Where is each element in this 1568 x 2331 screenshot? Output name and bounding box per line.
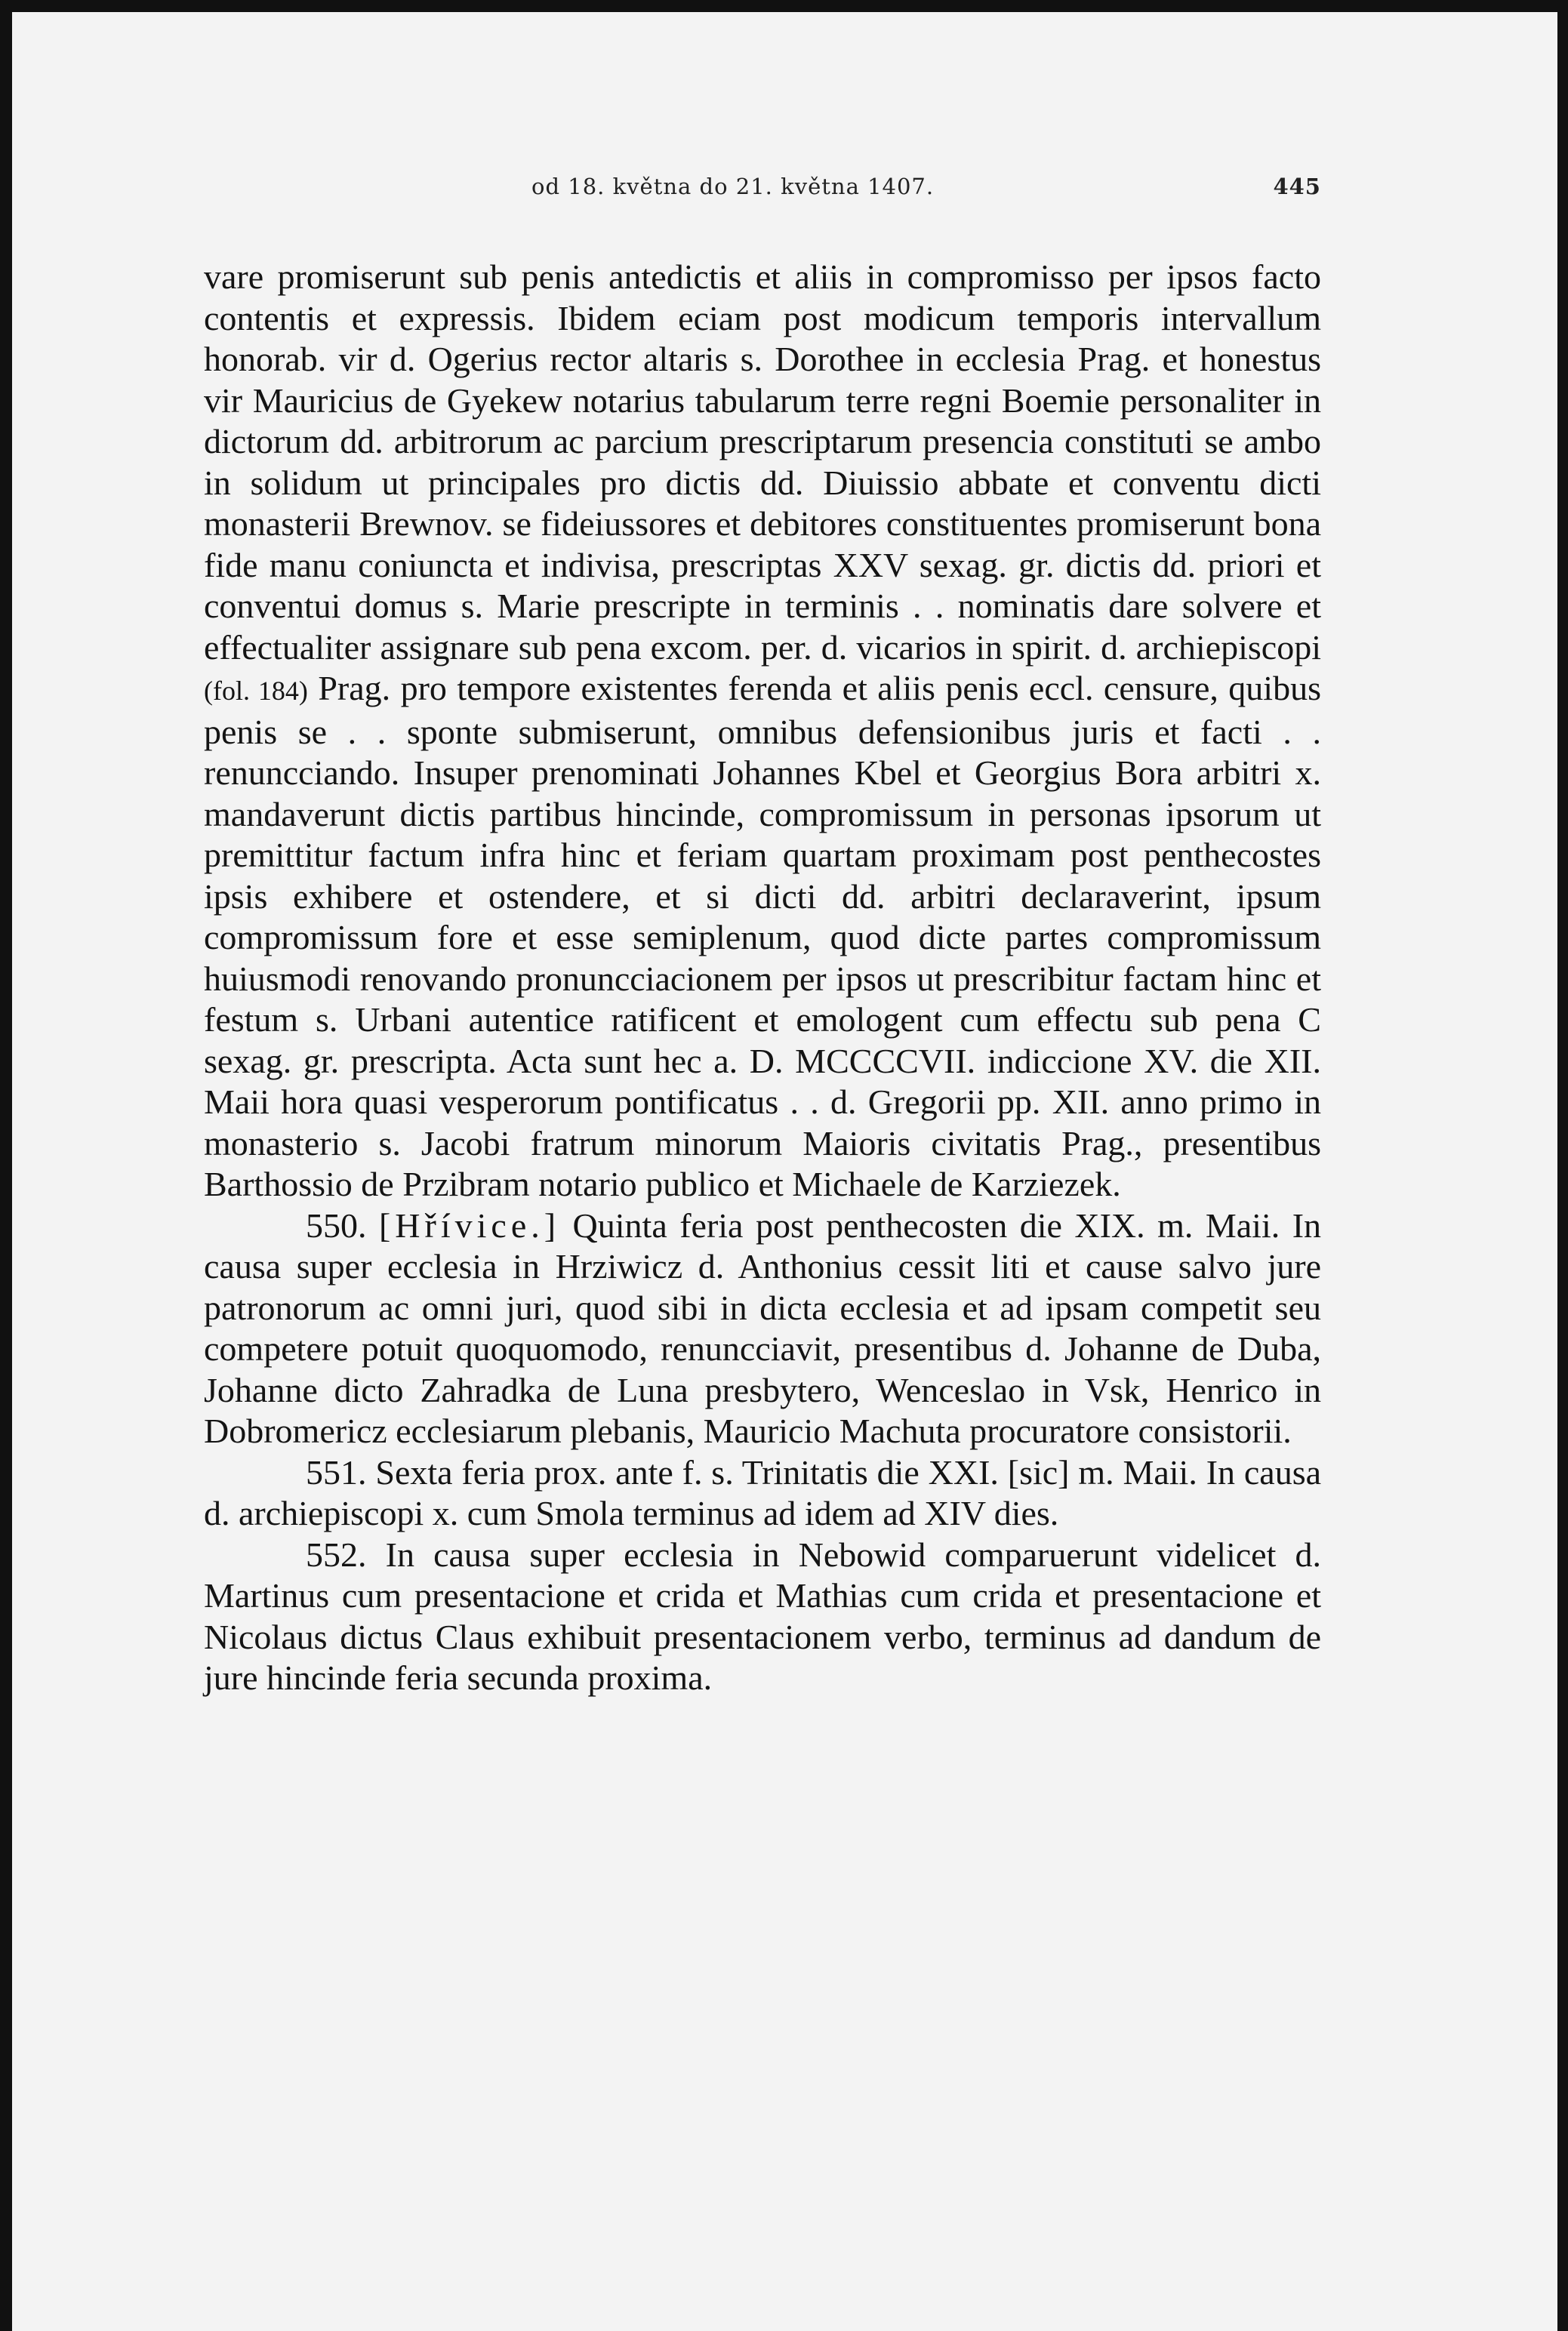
entry-text: Sexta feria prox. ante f. s. Trinitatis die XXI. [sic] m. Maii. In causa d. archiepiscopi x. cum Smola terminus ad idem ad XIV dies. [204, 1452, 1322, 1532]
entry-550 [204, 1206, 1321, 1452]
body-text [204, 257, 1321, 1699]
scan-border-right [1557, 0, 1568, 2331]
paragraph-text: vare promiserunt sub penis antedictis et aliis in compromisso per ipsos facto contentis et expressis. Ibidem eciam post modicum temporis intervallum honorab. vir d. Ogerius rector altaris s. Dorothee in ecclesia Prag. et honestus vir Mauricius de Gyekew notarius tabularum terre regni Boemie personaliter in dictorum dd. arbitrorum ac parcium prescriptarum presencia constituti se ambo in solidum ut principales pro dictis dd. Diuissio abbate et conventu dicti monasterii Brewnov. se fideiussores et debitores constituentes promiserunt bona fide manu coniuncta et indivisa, prescriptas XXV sexag. gr. dictis dd. priori et conventui domus s. Marie prescripte in terminis . . nominatis dare solvere et effectualiter assignare sub pena excom. per. d. vicarios in spirit. d. archiepiscopi [204, 257, 1321, 667]
entry-number: 552. [306, 1535, 367, 1574]
entry-551 [204, 1452, 1321, 1535]
entry-number: 550. [306, 1206, 367, 1245]
paragraph-continuation [204, 257, 1321, 1206]
folio-marker: (fol. 184) [204, 676, 308, 706]
scan-border-top [0, 0, 1568, 12]
running-title: od 18. května do 21. května 1407. [531, 174, 935, 199]
entry-number: 551. [306, 1452, 367, 1492]
page-header [204, 174, 1329, 207]
entry-place: [Hřívice.] [378, 1206, 561, 1245]
entry-text: In causa super ecclesia in Nebowid comparuerunt videlicet d. Martinus cum presentacione et crida et Mathias cum crida et presentacione et Nicolaus dictus Claus exhibuit presentacionem verbo, terminus ad dandum de jure hincinde feria secunda proxima. [204, 1535, 1321, 1697]
paragraph-text: Prag. pro tempore existentes ferenda et aliis penis eccl. censure, quibus penis se . . sponte submiserunt, omnibus defensionibus juris et facti . . renuncciando. Insuper prenominati Johannes Kbel et Georgius Bora arbitri x. mandaverunt dictis partibus hincinde, compromissum in personas ipsorum ut premittitur factum infra hinc et feriam quartam proximam post penthecostes ipsis exhibere et ostendere, et si dicti dd. arbitri declaraverint, ipsum compromissum fore et esse semiplenum, quod dicte partes compromissum huiusmodi renovando pronuncciacionem per ipsos ut prescribitur factam hinc et festum s. Urbani autentice ratificent et emologent cum effectu sub pena C sexag. gr. prescripta. Acta sunt hec a. D. MCCCCVII. indiccione XV. die XII. Maii hora quasi vesperorum pontificatus . . d. Gregorii pp. XII. anno primo in monasterio s. Jacobi fratrum minorum Maioris civitatis Prag., presentibus Barthossio de Przibram notario publico et Michaele de Karziezek. [204, 669, 1321, 1203]
entry-text: Quinta feria post penthecosten die XIX. m. Maii. In causa super ecclesia in Hrziwicz d. Anthonius cessit liti et cause salvo jure patronorum ac omni juri, quod sibi in dicta ecclesia et ad ipsam competit seu competere potuit quoquomodo, renuncciavit, presentibus d. Johanne de Duba, Johanne dicto Zahradka de Luna presbytero, Wenceslao in Vsk, Henrico in Dobromericz ecclesiarum plebanis, Mauricio Machuta procuratore consistorii. [204, 1206, 1322, 1450]
entry-552 [204, 1535, 1321, 1699]
page-number: 445 [1273, 174, 1321, 199]
scan-border-left [0, 0, 12, 2331]
